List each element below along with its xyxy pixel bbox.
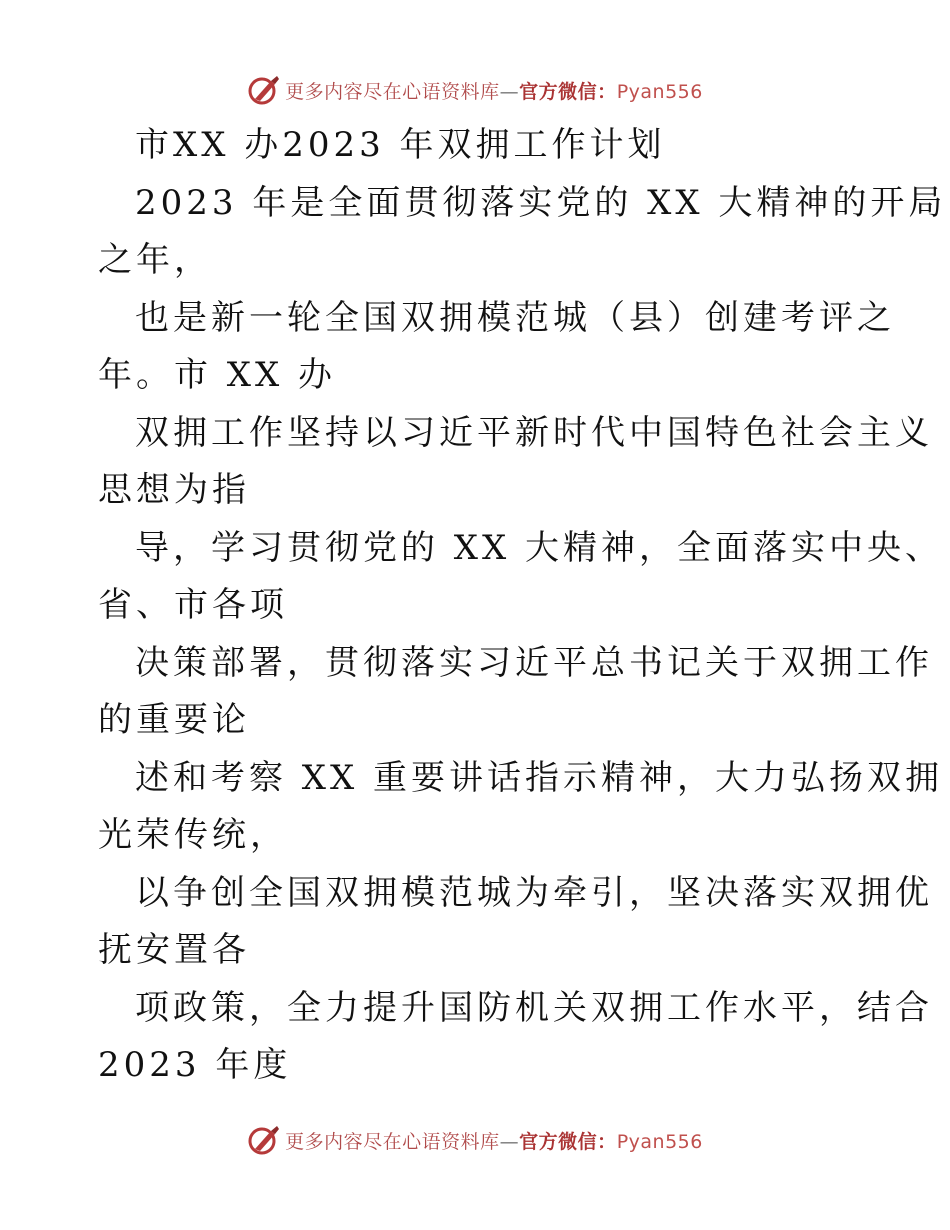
document-line: 2023 年度 xyxy=(98,1045,292,1085)
banner-separator: — xyxy=(499,1130,520,1153)
document-body xyxy=(98,117,947,1095)
document-line: 也是新一轮全国双拥模范城（县）创建考评之 xyxy=(135,297,895,338)
document-line: 导，学习贯彻党的 XX 大精神，全面落实中央、 xyxy=(135,527,944,568)
header-banner-text xyxy=(285,77,703,104)
document-line: 思想为指 xyxy=(98,470,250,510)
document-line: 光荣传统， xyxy=(98,815,288,855)
document-line: 的重要论 xyxy=(98,700,250,740)
banner-separator: — xyxy=(499,80,520,103)
document-line: 省、市各项 xyxy=(98,585,288,625)
header-watermark-banner xyxy=(0,70,950,110)
banner-main-text: 更多内容尽在心语资料库 xyxy=(285,1130,500,1153)
document-line: 双拥工作坚持以习近平新时代中国特色社会主义 xyxy=(135,412,933,453)
document-line: 抚安置各 xyxy=(98,930,250,970)
pen-logo-icon xyxy=(247,73,281,107)
document-line: 决策部署，贯彻落实习近平总书记关于双拥工作 xyxy=(135,642,933,683)
banner-wechat-id: Pyan556 xyxy=(616,80,703,103)
banner-main-text: 更多内容尽在心语资料库 xyxy=(285,80,500,103)
footer-watermark-banner xyxy=(0,1120,950,1160)
footer-banner-text xyxy=(285,1127,703,1154)
banner-wechat-label: 官方微信： xyxy=(519,1130,617,1153)
banner-wechat-id: Pyan556 xyxy=(616,1130,703,1153)
document-line: 之年， xyxy=(98,240,212,280)
document-line: 述和考察 XX 重要讲话指示精神，大力弘扬双拥 xyxy=(135,757,944,798)
document-line: 市XX 办2023 年双拥工作计划 xyxy=(135,125,666,165)
banner-wechat-label: 官方微信： xyxy=(519,80,617,103)
document-line: 项政策，全力提升国防机关双拥工作水平，结合 xyxy=(135,987,933,1028)
pen-logo-icon xyxy=(247,1123,281,1157)
document-line: 年。市 XX 办 xyxy=(98,355,337,395)
document-line: 2023 年是全面贯彻落实党的 XX 大精神的开局 xyxy=(135,182,947,223)
document-line: 以争创全国双拥模范城为牵引，坚决落实双拥优 xyxy=(135,872,933,913)
